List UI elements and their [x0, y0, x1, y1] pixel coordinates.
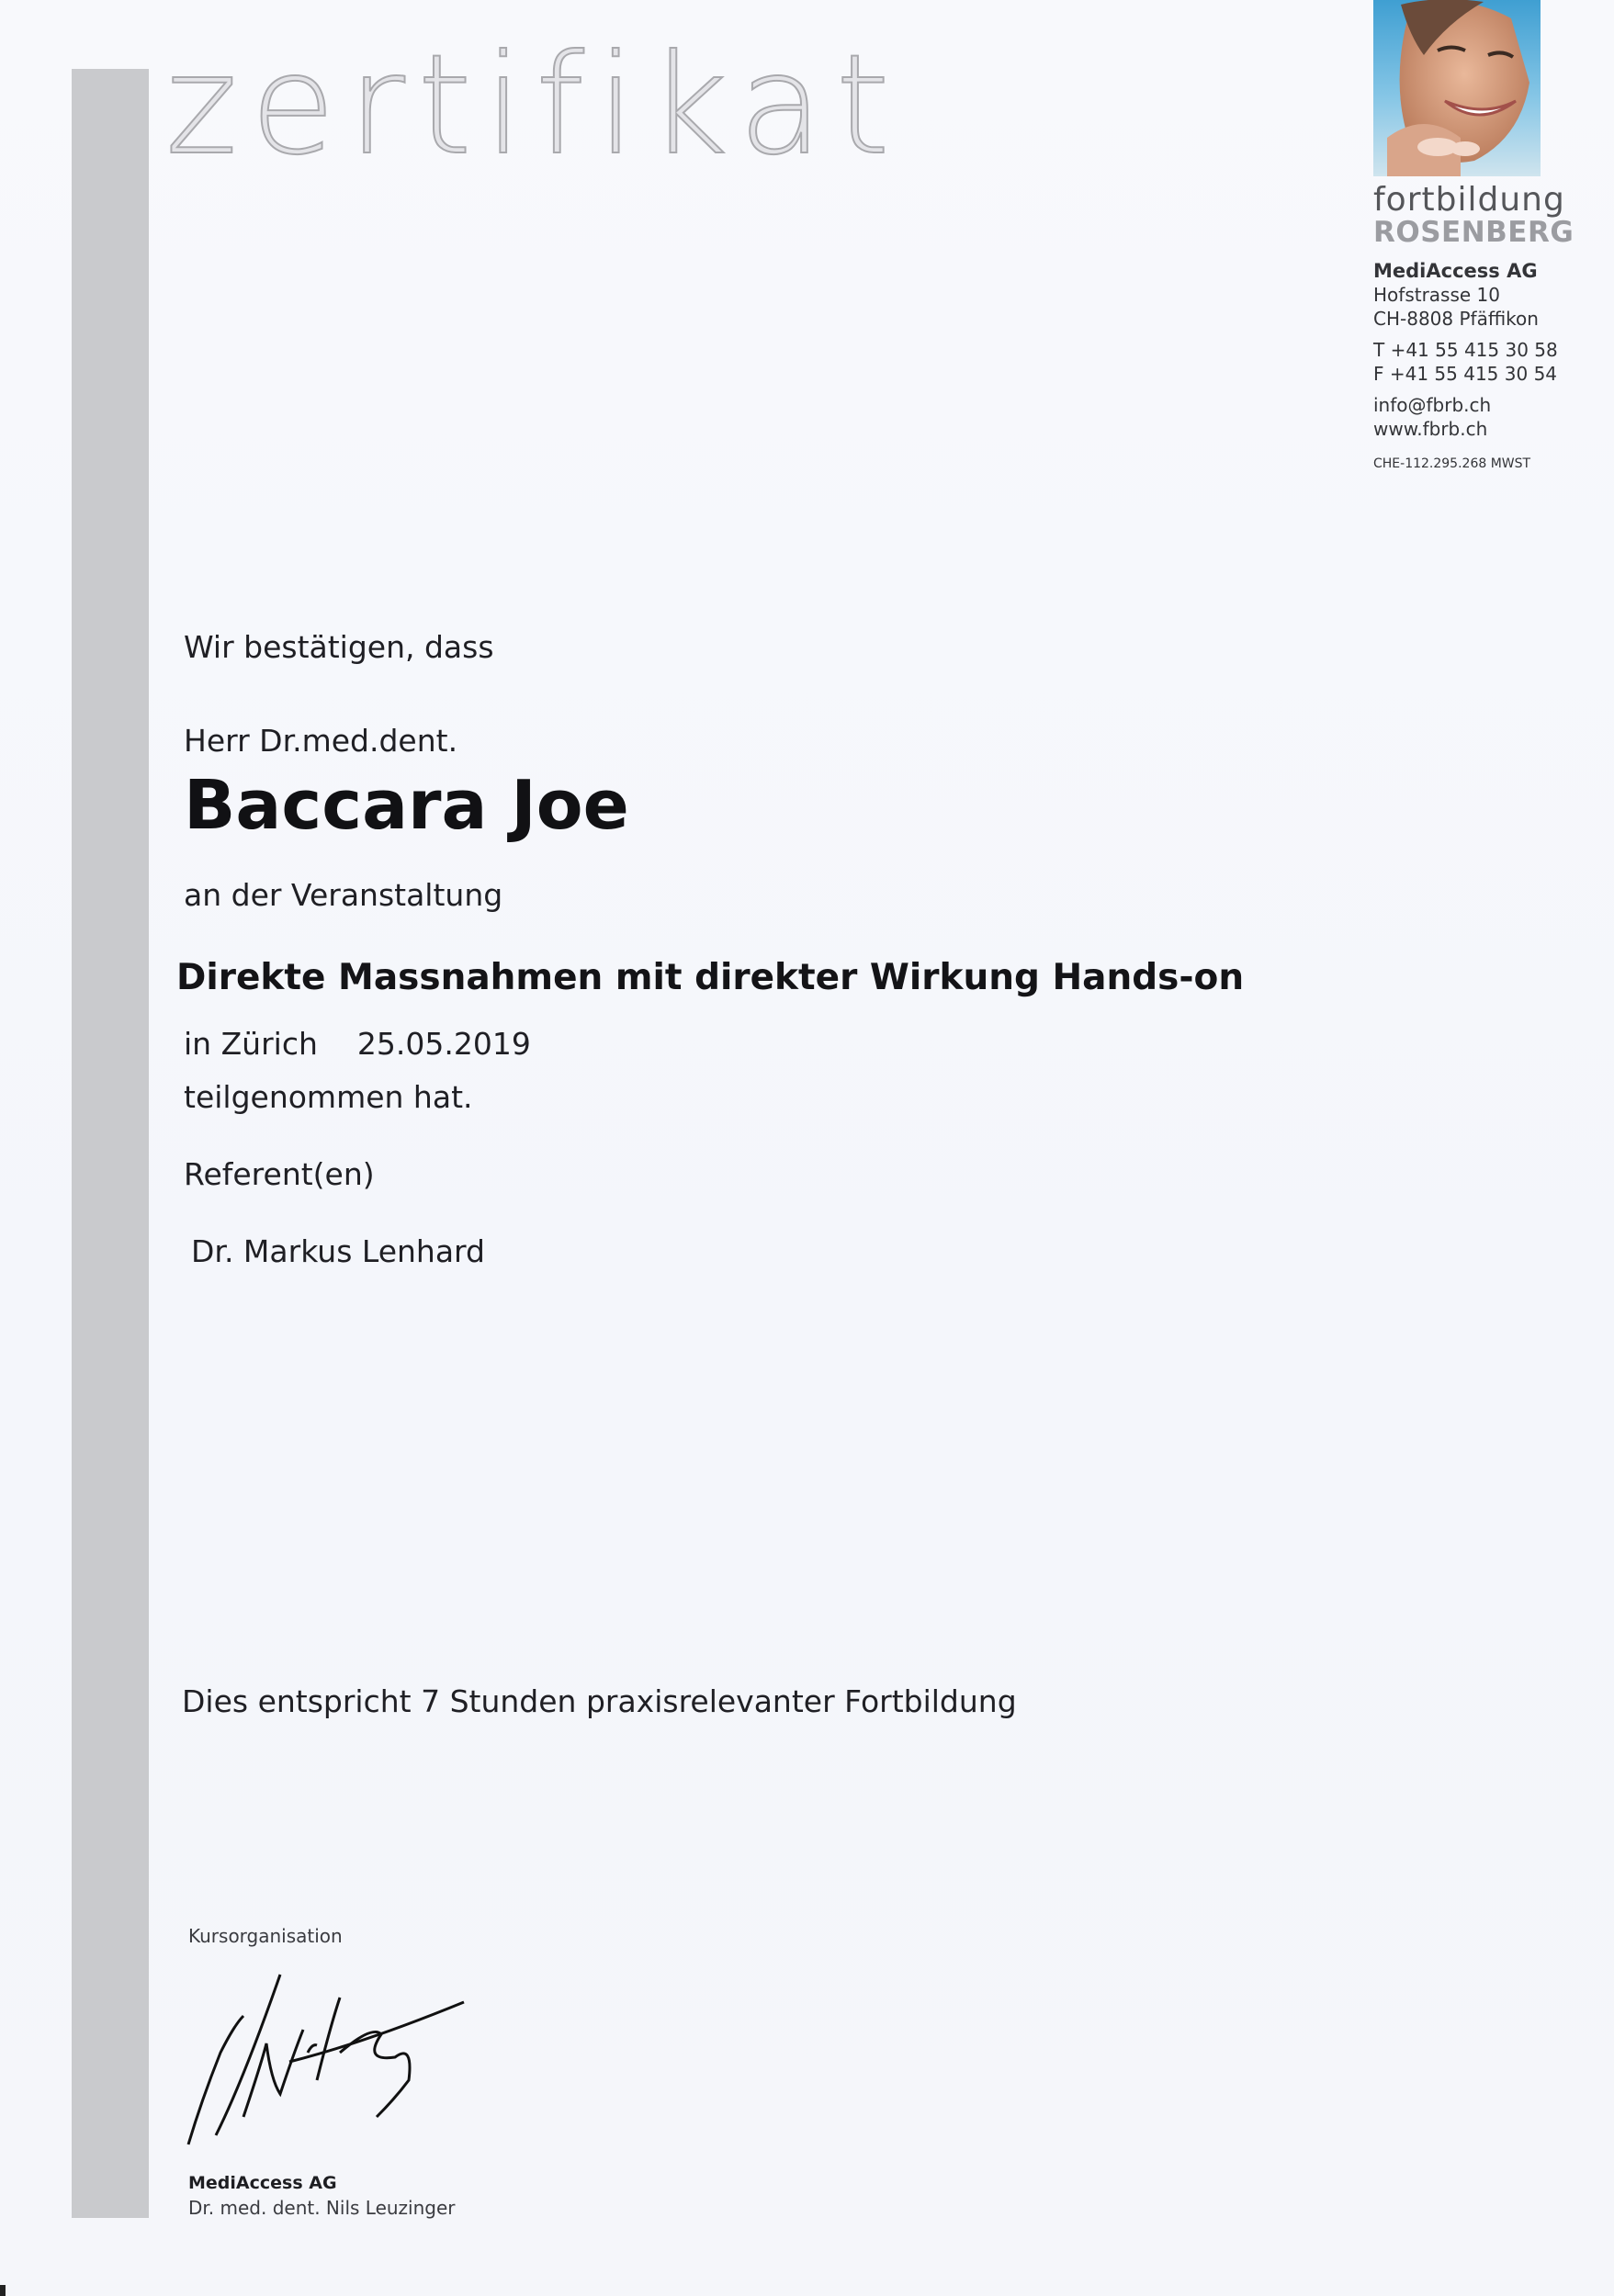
- signature-label: Kursorganisation: [188, 1925, 343, 1947]
- salutation-text: Herr Dr.med.dent.: [184, 723, 458, 759]
- signatory-name: Dr. med. dent. Nils Leuzinger: [188, 2197, 456, 2219]
- certificate-heading: zertifikat: [165, 26, 903, 186]
- location-text: in Zürich: [184, 1026, 318, 1062]
- intro-text: Wir bestätigen, dass: [184, 629, 494, 665]
- brand-wordmark-line1: fortbildung: [1373, 181, 1565, 219]
- location-date-line: [184, 1026, 531, 1062]
- speaker-name: Dr. Markus Lenhard: [191, 1233, 485, 1269]
- issuer-email: info@fbrb.ch: [1373, 394, 1492, 416]
- issuer-address: [1373, 259, 1558, 476]
- scan-edge-mark: [0, 2285, 6, 2296]
- issuer-company: MediAccess AG: [1373, 260, 1538, 282]
- credit-statement: Dies entspricht 7 Stunden praxisrelevanter Fortbildung: [182, 1683, 1017, 1719]
- brand-photo: [1373, 0, 1541, 176]
- speakers-label: Referent(en): [184, 1156, 375, 1192]
- smiling-woman-image: [1373, 0, 1541, 176]
- issuer-phone: T +41 55 415 30 58: [1373, 339, 1558, 361]
- decorative-side-bar: [72, 69, 149, 2218]
- handwritten-signature: [179, 1942, 473, 2154]
- participation-text: teilgenommen hat.: [184, 1079, 473, 1115]
- event-title: Direkte Massnahmen mit direkter Wirkung Hands-on: [176, 957, 1245, 998]
- issuer-street: Hofstrasse 10: [1373, 284, 1501, 306]
- signatory-company: MediAccess AG: [188, 2173, 337, 2193]
- issuer-city: CH-8808 Pfäffikon: [1373, 308, 1539, 330]
- brand-wordmark-line2: ROSENBERG: [1373, 216, 1574, 249]
- event-date: 25.05.2019: [356, 1026, 531, 1062]
- issuer-vat: CHE-112.295.268 MWST: [1373, 456, 1531, 471]
- issuer-fax: F +41 55 415 30 54: [1373, 363, 1558, 385]
- participant-name: Baccara Joe: [184, 766, 629, 845]
- event-intro-text: an der Veranstaltung: [184, 877, 503, 913]
- issuer-web: www.fbrb.ch: [1373, 418, 1488, 440]
